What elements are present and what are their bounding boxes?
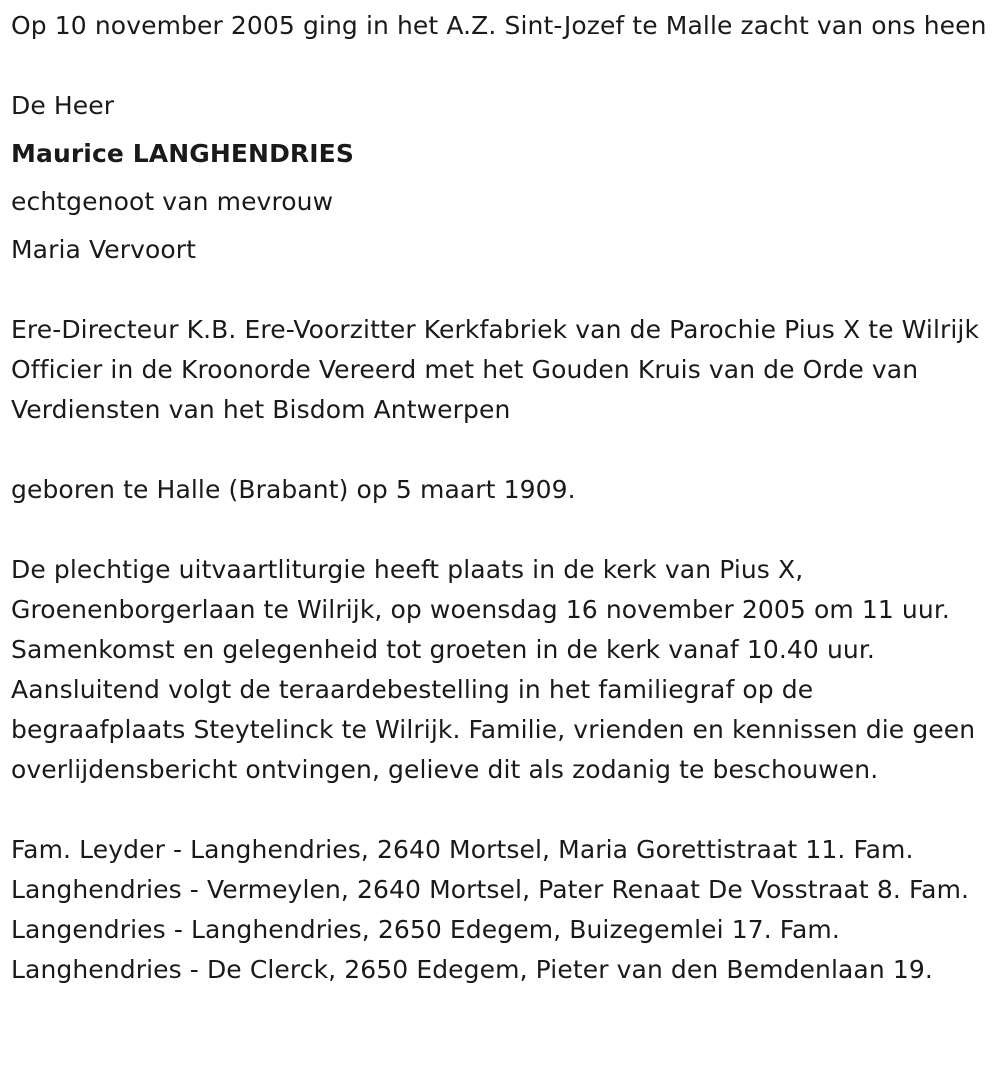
spacer — [11, 430, 990, 470]
birth-text: geboren te Halle (Brabant) op 5 maart 1909. — [11, 475, 576, 504]
deceased-name: Maurice LANGHENDRIES — [11, 139, 354, 168]
spacer — [11, 790, 990, 830]
spacer — [11, 270, 990, 310]
families-text: Fam. Leyder - Langhendries, 2640 Mortsel, Maria Gorettistraat 11. Fam. Langhendries - Vermeylen, 2640 Mortsel, Pater Renaat De Vosstraat 8. Fam. Langendries - Langhendries, 2650 Edegem, Buizegemlei 17. Fam. Langhendries - De Clerck, 2650 Edegem, Pieter van den Bemdenlaan 19. — [11, 835, 970, 984]
functions-text: Ere-Directeur K.B. Ere-Voorzitter Kerkfabriek van de Parochie Pius X te Wilrijk Officier in de Kroonorde Vereerd met het Gouden Kruis van de Orde van Verdiensten van het Bisdom Antwerpen — [11, 315, 980, 424]
spacer — [11, 510, 990, 550]
spacer — [11, 46, 990, 86]
intro-text: Op 10 november 2005 ging in het A.Z. Sint-Jozef te Malle zacht van ons heen — [11, 11, 987, 40]
honorific: De Heer — [11, 91, 115, 120]
funeral-text: De plechtige uitvaartliturgie heeft plaats in de kerk van Pius X, Groenenborgerlaan te Wilrijk, op woensdag 16 november 2005 om 11 uur. Samenkomst en gelegenheid tot groeten in de kerk vanaf 10.40 uur. Aansluitend volgt de teraardebestelling in het familiegraf op de begraafplaats Steytelinck te Wilrijk. Familie, vrienden en kennissen die geen overlijdensbericht ontvingen, gelieve dit als zodanig te beschouwen. — [11, 555, 976, 784]
spouse-name: Maria Vervoort — [11, 235, 197, 264]
spouse-label: echtgenoot van mevrouw — [11, 187, 334, 216]
